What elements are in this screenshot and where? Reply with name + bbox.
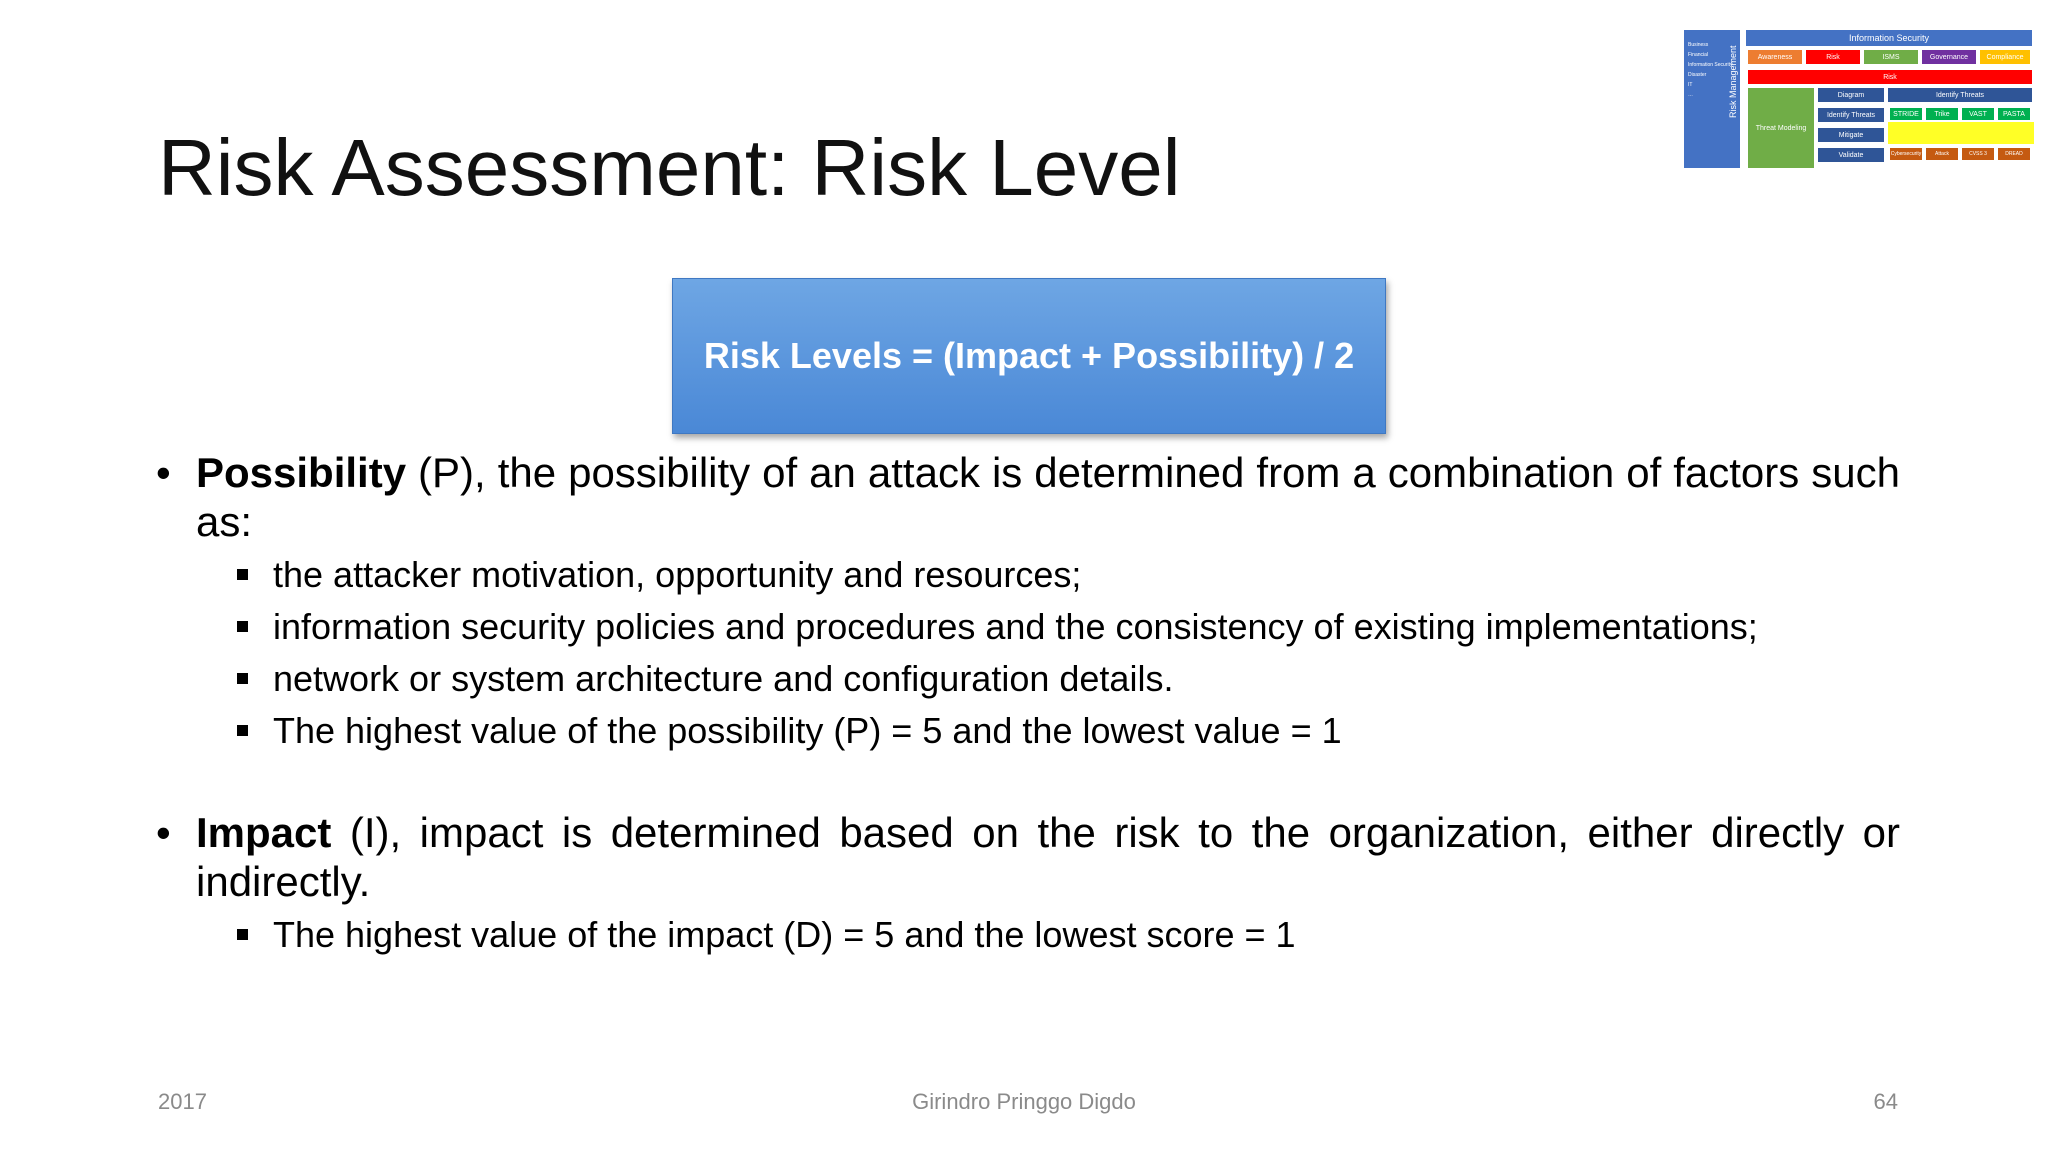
thumb-step-mitigate: Mitigate bbox=[1818, 128, 1884, 142]
thumb-method-stride: STRIDE bbox=[1890, 108, 1922, 120]
list-item-text: network or system architecture and configuration details. bbox=[273, 658, 1174, 699]
thumb-step-diagram: Diagram bbox=[1818, 88, 1884, 102]
possibility-factors-list bbox=[150, 554, 1900, 752]
thumb-identify-threats-header: Identify Threats bbox=[1888, 88, 2032, 102]
thumb-isms: ISMS bbox=[1864, 50, 1918, 64]
list-item-text: The highest value of the impact (D) = 5 and the lowest score = 1 bbox=[273, 914, 1296, 955]
thumb-side-item: Business bbox=[1688, 42, 1709, 48]
slide-title: Risk Assessment: Risk Level bbox=[158, 123, 1181, 212]
thumb-compliance: Compliance bbox=[1980, 50, 2030, 64]
thumb-awareness: Awareness bbox=[1748, 50, 1802, 64]
list-item-text: the attacker motivation, opportunity and resources; bbox=[273, 554, 1082, 595]
bullet-dot: • bbox=[156, 809, 171, 856]
square-bullet-icon bbox=[237, 673, 248, 684]
thumb-bottom-attack: Attack bbox=[1926, 148, 1958, 160]
list-item bbox=[150, 710, 1900, 752]
thumb-side-list bbox=[1688, 40, 1732, 100]
thumb-bottom-cvss: CVSS 3 bbox=[1962, 148, 1994, 160]
bullet-impact bbox=[150, 808, 1900, 906]
square-bullet-icon bbox=[237, 929, 248, 940]
thumb-method-pasta: PASTA bbox=[1998, 108, 2030, 120]
square-bullet-icon bbox=[237, 569, 248, 580]
bullet-text: (P), the possibility of an attack is determined from a combination of factors such as: bbox=[196, 449, 1900, 545]
bullet-text: (I), impact is determined based on the risk to the organization, either directly or indirectly. bbox=[196, 809, 1900, 905]
thumb-side-label: Risk Management bbox=[1728, 45, 1738, 118]
footer-page-number: 64 bbox=[1873, 1089, 1898, 1114]
bullet-possibility bbox=[150, 448, 1900, 546]
thumb-bottom-cybersecurity: Cybersecurity bbox=[1890, 148, 1922, 160]
footer-year: 2017 bbox=[158, 1089, 207, 1114]
list-item bbox=[150, 658, 1900, 700]
bullet-dot: • bbox=[156, 449, 171, 496]
thumb-step-validate: Validate bbox=[1818, 148, 1884, 162]
thumb-governance: Governance bbox=[1922, 50, 1976, 64]
thumb-side-item: Financial bbox=[1688, 52, 1709, 58]
list-item-text: The highest value of the possibility (P) = 5 and the lowest value = 1 bbox=[273, 710, 1342, 751]
thumb-method-trike: Trike bbox=[1926, 108, 1958, 120]
bullet-term: Impact bbox=[196, 809, 332, 856]
thumb-bottom-dread: DREAD bbox=[1998, 148, 2030, 160]
thumb-risk: Risk bbox=[1806, 50, 1860, 64]
thumb-side-item: Information Security bbox=[1688, 62, 1733, 68]
thumb-side-item: … bbox=[1688, 92, 1693, 98]
list-item bbox=[150, 606, 1900, 648]
content-body bbox=[150, 448, 1900, 966]
thumb-header: Information Security bbox=[1746, 30, 2032, 46]
square-bullet-icon bbox=[237, 725, 248, 736]
bullet-term: Possibility bbox=[196, 449, 407, 496]
thumb-method-vast: VAST bbox=[1962, 108, 1994, 120]
thumb-side-panel bbox=[1684, 30, 1740, 168]
list-item bbox=[150, 554, 1900, 596]
thumb-step-identify: Identify Threats bbox=[1818, 108, 1884, 122]
thumb-highlight bbox=[1888, 122, 2034, 144]
square-bullet-icon bbox=[237, 621, 248, 632]
thumb-side-item: Disaster bbox=[1688, 72, 1707, 78]
thumb-risk-bar: Risk bbox=[1748, 70, 2032, 84]
overview-thumbnail bbox=[1684, 26, 2034, 170]
list-item-text: information security policies and procedures and the consistency of existing implementations; bbox=[273, 606, 1758, 647]
formula-box: Risk Levels = (Impact + Possibility) / 2 bbox=[672, 278, 1386, 434]
thumb-threat-modeling: Threat Modeling bbox=[1748, 88, 1814, 168]
thumb-side-item: IT bbox=[1688, 82, 1693, 88]
footer-author: Girindro Pringgo Digdo bbox=[912, 1089, 1136, 1114]
list-item bbox=[150, 914, 1900, 956]
impact-list bbox=[150, 914, 1900, 956]
